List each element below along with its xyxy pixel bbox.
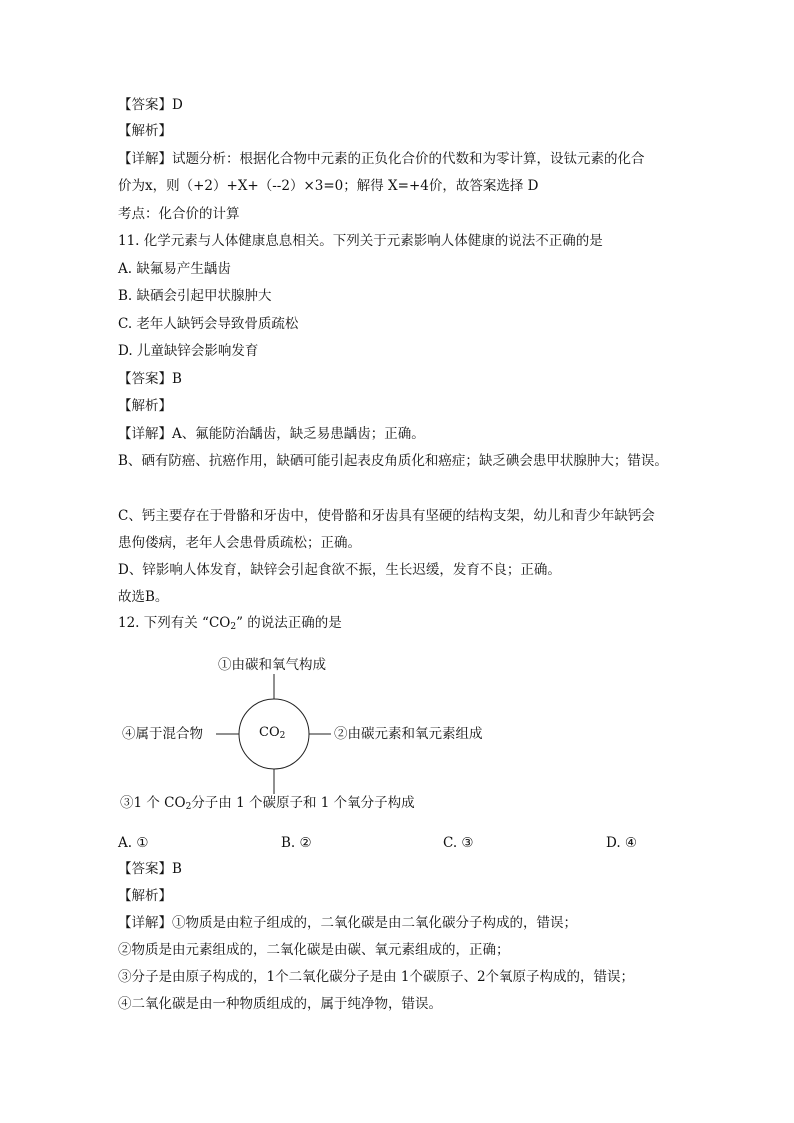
diagram-label-left: ④属于混合物: [122, 726, 203, 742]
diagram-label-bottom: ③1 个 $CO_2$分子由 1 个碳原子和 1 个氧分子构成: [120, 795, 415, 812]
q11-detail-a: 【详解】A、氟能防治龋齿，缺乏易患龋齿；正确。: [118, 426, 425, 442]
q12-stem-pre: 12. 下列有关 “CO: [118, 615, 231, 631]
q11-option-a: A. 缺氟易产生龋齿: [118, 261, 231, 277]
q12-stem-subscript: 2: [230, 622, 237, 632]
q11-detail-c-line-2: 患佝偻病，老年人会患骨质疏松；正确。: [118, 535, 361, 551]
q11-detail-c-line-1: C、钙主要存在于骨骼和牙齿中，使骨骼和牙齿具有坚硬的结构支架，幼儿和青少年缺钙会: [118, 508, 655, 524]
q11-option-b: B. 缺硒会引起甲状腺肿大: [118, 288, 272, 304]
q12-detail-4: ④二氧化碳是由一种物质组成的，属于纯净物，错误。: [118, 996, 442, 1012]
q12-detail-1: 【详解】①物质是由粒子组成的，二氧化碳是由二氧化碳分子构成的，错误；: [118, 915, 577, 931]
q10-topic: 考点：化合价的计算: [118, 206, 240, 222]
q11-answer: 【答案】B: [118, 371, 182, 387]
co2-center-label: $CO_2$: [259, 725, 286, 741]
q10-detail-line-1: 【详解】试题分析：根据化合物中元素的正负化合价的代数和为零计算，设钛元素的化合: [118, 151, 645, 167]
q11-option-d: D. 儿童缺锌会影响发育: [118, 343, 259, 359]
q12-detail-3: ③分子是由原子构成的，1个二氧化碳分子是由 1个碳原子、2个氧原子构成的，错误；: [118, 969, 635, 985]
q12-option-c: C. ③: [443, 835, 474, 851]
q12-answer: 【答案】B: [118, 861, 182, 877]
q10-answer: 【答案】D: [118, 97, 183, 113]
q12-detail-2: ②物质是由元素组成的，二氧化碳是由碳、氧元素组成的，正确；: [118, 942, 510, 958]
q12-option-b: B. ②: [281, 835, 312, 851]
q12-stem-post: ” 的说法正确的是: [236, 615, 342, 631]
q11-detail-b: B、硒有防癌、抗癌作用，缺硒可能引起表皮角质化和癌症；缺乏碘会患甲状腺肿大；错误。: [118, 453, 668, 469]
diagram-label-right: ②由碳元素和氧元素组成: [334, 726, 483, 742]
q12-option-d: D. ④: [606, 835, 638, 851]
q12-option-a: A. ①: [118, 835, 149, 851]
diagram-label-top: ①由碳和氧气构成: [218, 657, 326, 673]
q11-detail-d: D、锌影响人体发育，缺锌会引起食欲不振，生长迟缓，发育不良；正确。: [118, 562, 561, 578]
q11-analysis-heading: 【解析】: [118, 398, 172, 414]
q11-conclusion: 故选B。: [118, 589, 169, 605]
q10-analysis-heading: 【解析】: [118, 123, 172, 139]
q12-stem: [118, 614, 342, 636]
q11-stem: 11. 化学元素与人体健康息息相关。下列关于元素影响人体健康的说法不正确的是: [118, 233, 603, 249]
q12-analysis-heading: 【解析】: [118, 888, 172, 904]
q11-option-c: C. 老年人缺钙会导致骨质疏松: [118, 316, 299, 332]
q10-detail-line-2: 价为x，则（+2）+X+（--2）×3=0；解得 X=+4价，故答案选择 D: [118, 178, 539, 194]
co2-concept-diagram: [118, 652, 518, 822]
